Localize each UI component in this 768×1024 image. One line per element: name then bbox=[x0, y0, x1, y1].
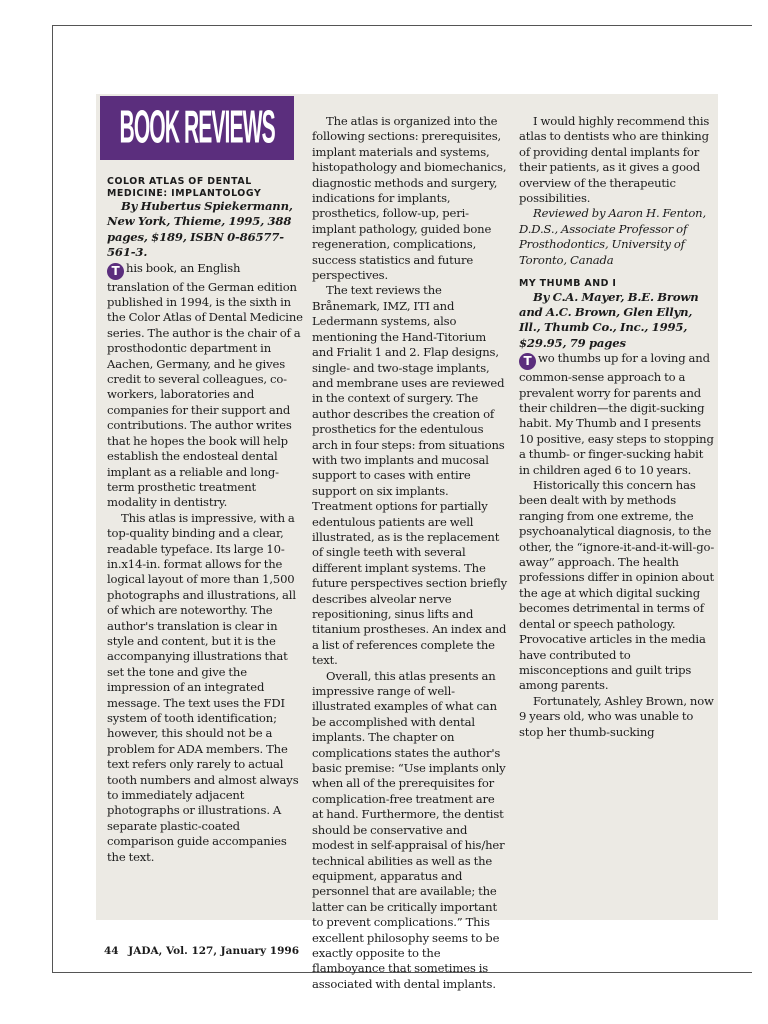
page-footer bbox=[104, 945, 299, 957]
page-number: 44 bbox=[104, 945, 119, 957]
journal-citation: JADA, Vol. 127, January 1996 bbox=[128, 945, 300, 957]
review2-paragraph-2: Historically this concern has been dealt with by methods ranging from one extreme, the psychoanalytical diagnosis, to the other, the “ignore-it-and-it-will-go-away” approach. The health professions differ in opinion about the age at which digital sucking becomes detrimental in terms of dental or speech pathology. Provocative articles in the media have contributed to misconceptions and guilt trips among parents. bbox=[519, 478, 715, 693]
top-rule bbox=[52, 25, 752, 26]
review1-paragraph-5: Overall, this atlas presents an impressive range of well-illustrated examples of what can be accomplished with dental implants. The chapter on complications states the author's basic premise: “Use implants only when all of the prerequisites for complication-free treatment are at hand. Furthermore, the dentist should be conservative and modest in self-appraisal of his/her technical abilities as well as the equipment, apparatus and personnel that are available; the latter can be critically important to prevent complications.” This excellent philosophy seems to be exactly opposite to the flamboyance that sometimes is associated with dental implants. bbox=[312, 668, 506, 991]
review2-paragraph-1: T wo thumbs up for a loving and common-sense approach to a prevalent worry for parents and their children—the digit-sucking habit. My Thumb and I presents 10 positive, easy steps to stopping a thumb- or finger-sucking habit in children aged 6 to 10 years. bbox=[519, 351, 714, 477]
column-2 bbox=[312, 114, 508, 992]
review1-paragraph-1: T his book, an English translation of the German edition published in 1994, is the sixth in the Color Atlas of Dental Medicine series. The author is the chair of a prosthodontic department in Aachen, Germany, and he gives credit to several colleagues, co-workers, laboratories and companies for their support and contributions. The author writes that he hopes the book will help establish the endosteal dental implant as a reliable and long-term prosthetic treatment modality in dentistry. bbox=[107, 260, 303, 510]
review1-paragraph-6: I would highly recommend this atlas to dentists who are thinking of providing dental implants for their patients, as it gives a good overview of the therapeutic possibilities. bbox=[519, 114, 710, 206]
dropcap-t: T bbox=[107, 263, 124, 280]
review2-paragraph-3: Fortunately, Ashley Brown, now 9 years old, who was unable to stop her thumb-sucking bbox=[519, 693, 714, 739]
section-title-banner bbox=[100, 96, 294, 160]
review1-paragraph-4: The text reviews the Brånemark, IMZ, ITI and Ledermann systems, also mentioning the Hand-Titorium and Frialit 1 and 2. Flap designs, single- and two-stage implants, and membrane uses are reviewed in the context of surgery. The author describes the creation of prosthetics for the edentulous arch in four steps: from situations with two implants and mucosal support to cases with entire support on six implants. Treatment options for partially edentulous patients are well illustrated, as is the replacement of single teeth with several different implant systems. The future perspectives section briefly describes alveolar nerve repositioning, sinus lifts and titanium prostheses. An index and a list of references complete the text. bbox=[312, 283, 508, 668]
review1-paragraph-2: This atlas is impressive, with a top-quality binding and a clear, readable typeface. Its large 10-in.x14-in. format allows for the logical layout of more than 1,500 photographs and illustrations, all of which are noteworthy. The author's translation is clear in style and content, but it is the accompanying illustrations that set the tone and give the impression of an integrated message. The text uses the FDI system of tooth identification; however, this should not be a problem for ADA members. The text refers only rarely to actual tooth numbers and almost always to immediately adjacent photographs or illustrations. A separate plastic-coated comparison guide accompanies the text. bbox=[107, 510, 299, 864]
column-3 bbox=[519, 114, 715, 740]
review1-paragraph-3: The atlas is organized into the following sections: prerequisites, implant materials and systems, histopathology and biomechanics, diagnostic methods and surgery, indications for implants, prosthetics, follow-up, peri-implant pathology, guided bone regeneration, complications, success statistics and future perspectives. bbox=[312, 114, 507, 283]
review1-reviewer: Reviewed by Aaron H. Fenton, D.D.S., Associate Professor of Prosthodontics, University of Toronto, Canada bbox=[519, 206, 707, 267]
review1-heading: COLOR ATLAS OF DENTAL MEDICINE: IMPLANTOLOGY bbox=[107, 176, 262, 199]
review1-byline: By Hubertus Spiekermann, New York, Thieme, 1995, 388 pages, $189, ISBN 0-86577-561-3. bbox=[107, 199, 293, 260]
dropcap-t: T bbox=[519, 353, 536, 370]
left-rule bbox=[52, 25, 53, 973]
section-title: BOOK REVIEWS bbox=[119, 101, 275, 153]
review2-heading: MY THUMB AND I bbox=[519, 278, 617, 290]
column-1 bbox=[107, 176, 303, 865]
review2-byline: By C.A. Mayer, B.E. Brown and A.C. Brown, Glen Ellyn, Ill., Thumb Co., Inc., 1995, $29.95, 79 pages bbox=[519, 289, 699, 350]
